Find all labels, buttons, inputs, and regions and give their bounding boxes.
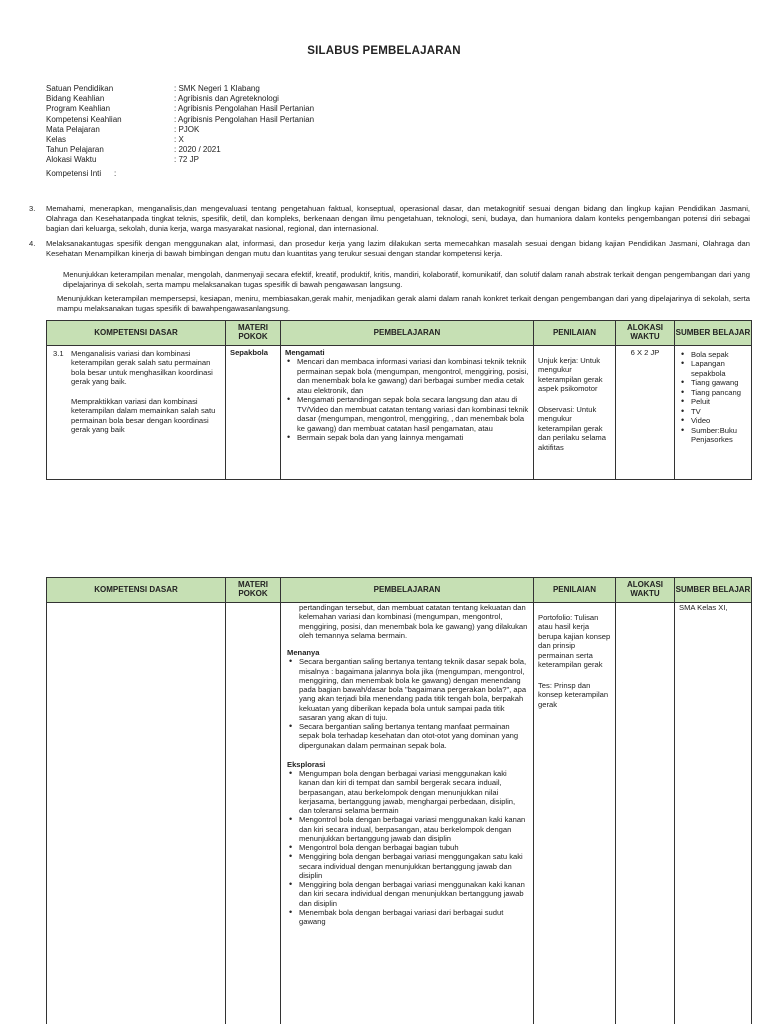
info-value: : Agribisnis dan Agreteknologi (174, 94, 279, 104)
info-label: Kelas (46, 134, 67, 144)
header-kd: KOMPETENSI DASAR (47, 321, 226, 346)
materi-cell (226, 603, 281, 1024)
info-row (46, 145, 366, 155)
info-label: Satuan Pendidikan (46, 84, 114, 93)
list-item: • Peluit (679, 397, 747, 406)
list-item: • Mencari dan membaca informasi variasi dan kombinasi teknik teknik permainan sepak bola (mengumpan, mengontrol, menggiring, posisi, dan menembak bola ke gawang) dari berbagai sumber media cetak atau elektronik, dan (285, 357, 529, 395)
ki-3-text: Memahami, menerapkan, menganalisis,dan mengevaluasi tentang pengetahuan faktual, konseptual, operasional dasar, dan metakognitif sesuai dengan bidang dan lingkup kajian Pendidikan Jasmani, Olahraga dan Kesehatanpada tingkat teknis, spesifik, detil, dan kompleks, berkenaan dengan ilmu pengetahuan, teknologi, seni, budaya, dan humaniora dalam konteks pengembangan potensi diri sebagai bagian dari keluarga, sekolah, dunia kerja, warga masyarakat nasional, regional, dan internasional. (46, 204, 750, 233)
kd-text-2: Mempraktikkan variasi dan kombinasi keterampilan dalam memainkan salah satu permainan bola besar dengan koordinasi gerak yang baik (71, 396, 216, 435)
info-value: : PJOK (174, 124, 200, 134)
activity-list (287, 657, 529, 750)
list-item: • Bermain sepak bola dan yang lainnya mengamati (285, 433, 529, 442)
list-item: • Mengontrol bola dengan berbagai bagian tubuh (287, 843, 529, 852)
sumber-cell (675, 346, 752, 480)
ki-3 (29, 204, 750, 234)
intro-text: pertandingan tersebut, dan membuat catatan tentang kekuatan dan kelemahan variasi dan kombinasi (mengumpan, mengontrol, menggiring, posisi, dan menembak bola ke gawang) yang dilakukan oleh temannya selama bermain. (299, 603, 528, 640)
header-alokasi: ALOKASI WAKTU (616, 321, 675, 346)
info-row (46, 84, 366, 94)
pembelajaran-cell (281, 346, 534, 480)
info-value: : X (174, 134, 184, 144)
info-label: Kompetensi Keahlian (46, 114, 122, 124)
section-heading: Eksplorasi (287, 759, 326, 769)
header-penilaian: PENILAIAN (534, 321, 616, 346)
ki-4-text: Melaksanakantugas spesifik dengan menggunakan alat, informasi, dan prosedur kerja yang lazim dilakukan serta memecahkan masalah sesuai dengan bidang kajian Pendidikan Jasmani, Olahraga dan Kesehatan Menampilkan kinerja di bawah bimbingan dengan mutu dan kuantitas yang terukur sesuai dengan standar kompetensi kerja. (46, 239, 750, 258)
info-label: Kompetensi Inti (46, 168, 102, 178)
list-item: • Menggiring bola dengan berbagai variasi menggungakan satu kaki secara individual dengan menunjukkan bertanggung jawab dan disiplin (287, 852, 529, 880)
kd-text-1: Menganalisis variasi dan kombinasi keterampilan gerak salah satu permainan bola besar untuk menghasilkan koordinasi gerak yang baik. (71, 349, 213, 387)
sumber-text: SMA Kelas XI, (679, 603, 728, 612)
resource-list (679, 350, 747, 445)
syllabus-table-2 (46, 577, 752, 1024)
list-item: • Menembak bola dengan berbagai variasi dari berbagai sudut gawang (287, 908, 529, 927)
list-item: • Mengumpan bola dengan berbagai variasi menggunakan kaki kanan dan kiri di tempat dan sambil bergerak secara induail, berpasangan, atau berkelompok dengan menunjukkan nilai kerjasama, bertanggung jawab, menghargai perbedaan, disiplin, dan toleransi selama bermain (287, 769, 529, 815)
list-item: • Secara bergantian saling bertanya tentang teknik dasar sepak bola, misalnya : bagaimana jalannya bola jika (mengumpan, mengontrol, menggiring, dan menembak bola ke gawang) dengan menendang pada bagian bawah/dasar bola "bagaimana pergerakan bola?", apa yang akan terjadi bila menendang pada titik tengah bola, berpakah kekuatan yang diberikan kepada bola untuk sampai pada titik sasaran yang akan di tuju. (287, 657, 529, 722)
list-item: • Sumber:Buku Penjasorkes (679, 426, 747, 445)
info-row (46, 125, 366, 135)
info-row (46, 115, 366, 125)
list-item: • Bola sepak (679, 350, 747, 359)
header-alokasi: ALOKASI WAKTU (616, 578, 675, 603)
info-value: : Agribisnis Pengolahan Hasil Pertanian (174, 114, 315, 124)
ki-3-number: 3. (29, 204, 36, 213)
kd-cell (47, 603, 226, 1024)
header-kd: KOMPETENSI DASAR (47, 578, 226, 603)
kd-cell (47, 346, 226, 480)
list-item: • Video (679, 416, 747, 425)
ki-4 (29, 239, 750, 259)
penilaian-cell (534, 346, 616, 480)
list-item: • Secara bergantian saling bertanya tentang manfaat permainan sepak bola terhadap kesehatan dan otot-otot yang dominan yang dipergunakan dalam permainan sepak bola. (287, 722, 529, 750)
info-row (46, 135, 366, 145)
activity-list (285, 357, 529, 442)
info-value: : Agribisnis Pengolahan Hasil Pertanian (174, 104, 315, 114)
penilaian-text: Observasi: Untuk mengukur keterampilan gerak dan perilaku selama aktifitas (538, 404, 606, 452)
header-sumber: SUMBER BELAJAR (675, 321, 752, 346)
page-title: SILABUS PEMBELAJARAN (307, 45, 461, 57)
info-row (46, 94, 366, 104)
info-value: : 72 JP (174, 155, 199, 165)
penilaian-text: Portofolio: Tulisan atau hasil kerja berupa kajian konsep dan prinsip permainan serta keterampilan gerak (538, 613, 611, 670)
info-label: Tahun Pelajaran (46, 145, 104, 155)
sumber-cell (675, 603, 752, 1024)
activity-list (287, 769, 529, 926)
materi-cell (226, 346, 281, 480)
info-row (46, 155, 366, 165)
alokasi-cell (616, 346, 675, 480)
list-item: • Lapangan sepakbola (679, 359, 747, 378)
info-label: Mata Pelajaran (46, 124, 100, 134)
section-heading: Mengamati (285, 348, 325, 357)
alokasi-text: 6 X 2 JP (630, 348, 660, 357)
kd-number: 3.1 (53, 349, 64, 358)
list-item: • Tiang gawang (679, 378, 747, 387)
info-row (46, 169, 366, 179)
list-item: • Menggiring bola dengan berbagai variasi menggunakan kaki kanan dan kiri secara individual dengan menunjukkan bertanggung jawab dan disiplin (287, 880, 529, 908)
ki-4-detail: Menunjukkan keterampilan menalar, mengolah, danmenyaji secara efektif, kreatif, produktif, kritis, mandiri, kolaboratif, komunikatif, dan solutif dalam ranah abstrak terkait dengan pengembangan dari yang dipelajarinya di sekolah, serta mampu melaksanakan tugas spesifik di bawah pengawasan langsung. (63, 270, 750, 289)
penilaian-text: Unjuk kerja: Untuk mengukur keterampilan gerak aspek psikomotor (538, 356, 603, 394)
penilaian-text: Tes: Prinsp dan konsep keterampilan gerak (538, 680, 609, 709)
info-row (46, 104, 366, 114)
table-row (47, 346, 752, 480)
pembelajaran-cell (281, 603, 534, 1024)
list-item: • Tiang pancang (679, 388, 747, 397)
info-value: : (114, 168, 117, 178)
header-pembelajaran: PEMBELAJARAN (281, 578, 534, 603)
identity-block (46, 84, 366, 179)
materi-text: Sepakbola (230, 348, 268, 357)
syllabus-table-1 (46, 320, 752, 480)
info-label: Program Keahlian (46, 104, 111, 114)
info-value: : 2020 / 2021 (174, 145, 221, 155)
header-penilaian: PENILAIAN (534, 578, 616, 603)
section-heading: Menanya (287, 648, 320, 657)
info-label: Bidang Keahlian (46, 94, 105, 104)
header-materi: MATERI POKOK (226, 321, 281, 346)
header-sumber: SUMBER BELAJAR (675, 578, 752, 603)
alokasi-cell (616, 603, 675, 1024)
ki-4-detail-2: Menunjukkan keterampilan mempersepsi, kesiapan, meniru, membiasakan,gerak mahir, menjadikan gerak alami dalam ranah konkret terkait dengan pengembangan dari yang dipelajarinya di sekolah, serta mampu melaksanakan tugas spesifik di bawahpengawasanlangsung. (57, 294, 750, 313)
list-item: • Mengontrol bola dengan berbagai variasi menggunakan kaki kanan dan kiri secara indual, berpasangan, atau berkelompok dengan menunjukkan bertanggung jawab dan disiplin (287, 815, 529, 843)
header-pembelajaran: PEMBELAJARAN (281, 321, 534, 346)
info-value: : SMK Negeri 1 Klabang (174, 84, 260, 93)
list-item: • TV (679, 407, 747, 416)
header-materi: MATERI POKOK (226, 578, 281, 603)
info-label: Alokasi Waktu (46, 155, 97, 165)
list-item: • Mengamati pertandingan sepak bola secara langsung dan atau di TV/Video dan membuat catatan tentang variasi dan kombinasi teknik dasar (mengumpan, mengontrol, menggiring, , dan menembak bola ke gawang) dan membuat catatan hasil pengamatan, atau (285, 395, 529, 433)
table-row (47, 603, 752, 1024)
ki-4-number: 4. (29, 239, 36, 248)
penilaian-cell (534, 603, 616, 1024)
